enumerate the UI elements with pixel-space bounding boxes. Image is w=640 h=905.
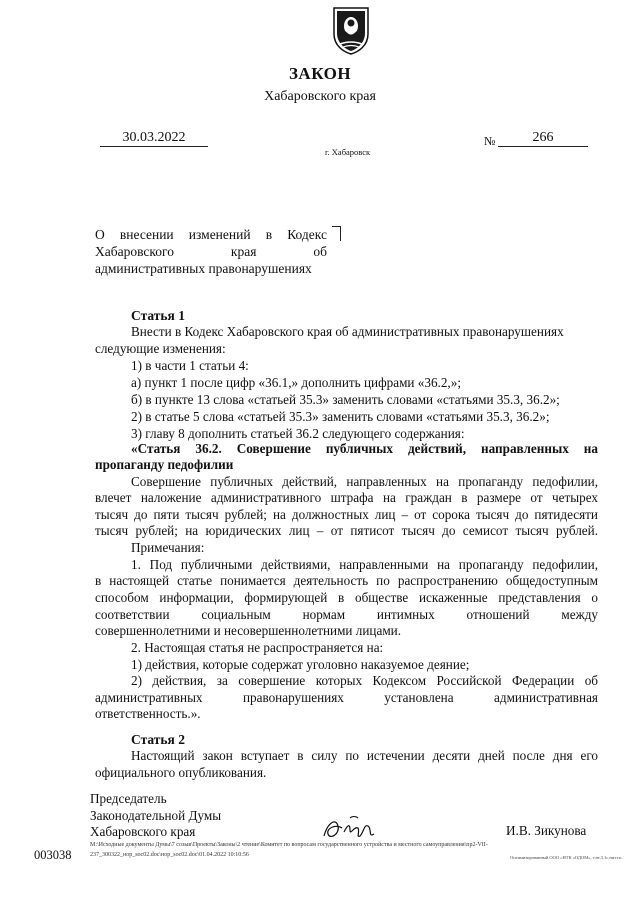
article-1-line-15: 1. Под публичными действиями, направленными на пропаганду педофилии, xyxy=(131,557,598,572)
number-sign: № xyxy=(484,134,496,148)
title-corner-mark xyxy=(332,226,341,241)
document-subtitle: Хабаровского края xyxy=(264,89,376,104)
article-1-line-24: ответственность.». xyxy=(95,706,201,721)
law-title-line-2: Хабаровского края об xyxy=(95,244,327,259)
article-1-line-11: влечет наложение административного штрафа на граждан в размере от четырех xyxy=(95,490,598,505)
article-1-line-2: следующие изменения: xyxy=(95,341,226,356)
article-1-notes-label: Примечания: xyxy=(131,540,205,555)
law-title-line-1: О внесении изменений в Кодекс xyxy=(95,227,327,242)
article-2-line-2: официального опубликования. xyxy=(95,765,267,780)
law-title-line-3: административных правонарушениях xyxy=(95,261,312,276)
article-1-line-22: 2) действия, за совершение которых Кодексом Российской Федерации об xyxy=(131,673,598,688)
article-1-line-7: 3) главу 8 дополнить статьей 36.2 следующего содержания: xyxy=(131,426,465,441)
document-place: г. Хабаровск xyxy=(325,147,371,157)
article-2-heading: Статья 2 xyxy=(131,732,185,747)
article-1-line-3: 1) в части 1 статьи 4: xyxy=(131,358,249,373)
article-1-line-6: 2) в статье 5 слова «статьей 35.3» заменить словами «статьями 35.3, 36.2»; xyxy=(131,409,550,424)
signature-position-line-3: Хабаровского края xyxy=(90,824,196,839)
article-1-line-1: Внести в Кодекс Хабаровского края об административных правонарушениях xyxy=(131,324,564,339)
document-number: 266 xyxy=(498,130,588,147)
article-1-line-18: соответствии социальным нормам интимных отношений между xyxy=(95,607,598,622)
file-path-line-2: 237_300322_нор_soc02.doc\нор_soc02.doc\01.04.2022 10:10:56 xyxy=(90,852,249,858)
article-1-heading: Статья 1 xyxy=(131,308,185,323)
article-2-line-1: Настоящий закон вступает в силу по истечении десяти дней после дня его xyxy=(131,748,598,763)
file-path-line-1: М:\Исходные документы Думы\7 созыв\Проекты\Законы\2 чтение\Комитет по вопросам государственного устройства и местного самоуправления\пр2-VII- xyxy=(90,842,488,848)
article-1-line-13: тысяч рублей; на юридических лиц – от пятисот тысяч до семисот тысяч рублей. xyxy=(95,523,598,538)
footer-small-text: Оптимизированный ООО «НТК «ОДОМ», т.нт.3.1с.нитт.п. xyxy=(510,855,623,860)
coat-of-arms-icon xyxy=(330,4,372,56)
article-1-line-17: способом информации, формирующей в обществе искаженные представления о xyxy=(95,590,598,605)
signer-name: И.В. Зикунова xyxy=(506,823,587,838)
article-36-2-heading-line-1: «Статья 36.2. Совершение публичных действий, направленных на xyxy=(131,441,598,456)
article-1-line-4: а) пункт 1 после цифр «36.1,» дополнить цифрами «36.2,»; xyxy=(131,375,461,390)
signature-position-line-2: Законодательной Думы xyxy=(90,808,222,823)
article-1-line-10: Совершение публичных действий, направленных на пропаганду педофилии, xyxy=(131,474,598,489)
document-date: 30.03.2022 xyxy=(100,130,208,147)
article-1-line-19: совершеннолетними и несовершеннолетними лицами. xyxy=(95,623,402,638)
article-1-line-21: 1) действия, которые содержат уголовно наказуемое деяние; xyxy=(131,657,470,672)
article-36-2-heading-line-2: пропаганду педофилии xyxy=(95,457,234,472)
registration-number: 003038 xyxy=(34,848,72,862)
signature-position-line-1: Председатель xyxy=(90,791,167,806)
article-1-line-23: административных правонарушениях установлена административная xyxy=(95,690,598,705)
document-title: ЗАКОН xyxy=(288,64,352,83)
article-1-line-12: тысяч до пяти тысяч рублей; на должностных лиц – от сорока тысяч до пятидесяти xyxy=(95,507,598,522)
article-1-line-20: 2. Настоящая статья не распространяется на: xyxy=(131,640,384,655)
article-1-line-5: б) в пункте 13 слова «статьей 35.3» заменить словами «статьями 35.3, 36.2»; xyxy=(131,392,560,407)
article-1-line-16: в настоящей статье понимается деятельность по распространению общедоступным xyxy=(95,573,598,588)
